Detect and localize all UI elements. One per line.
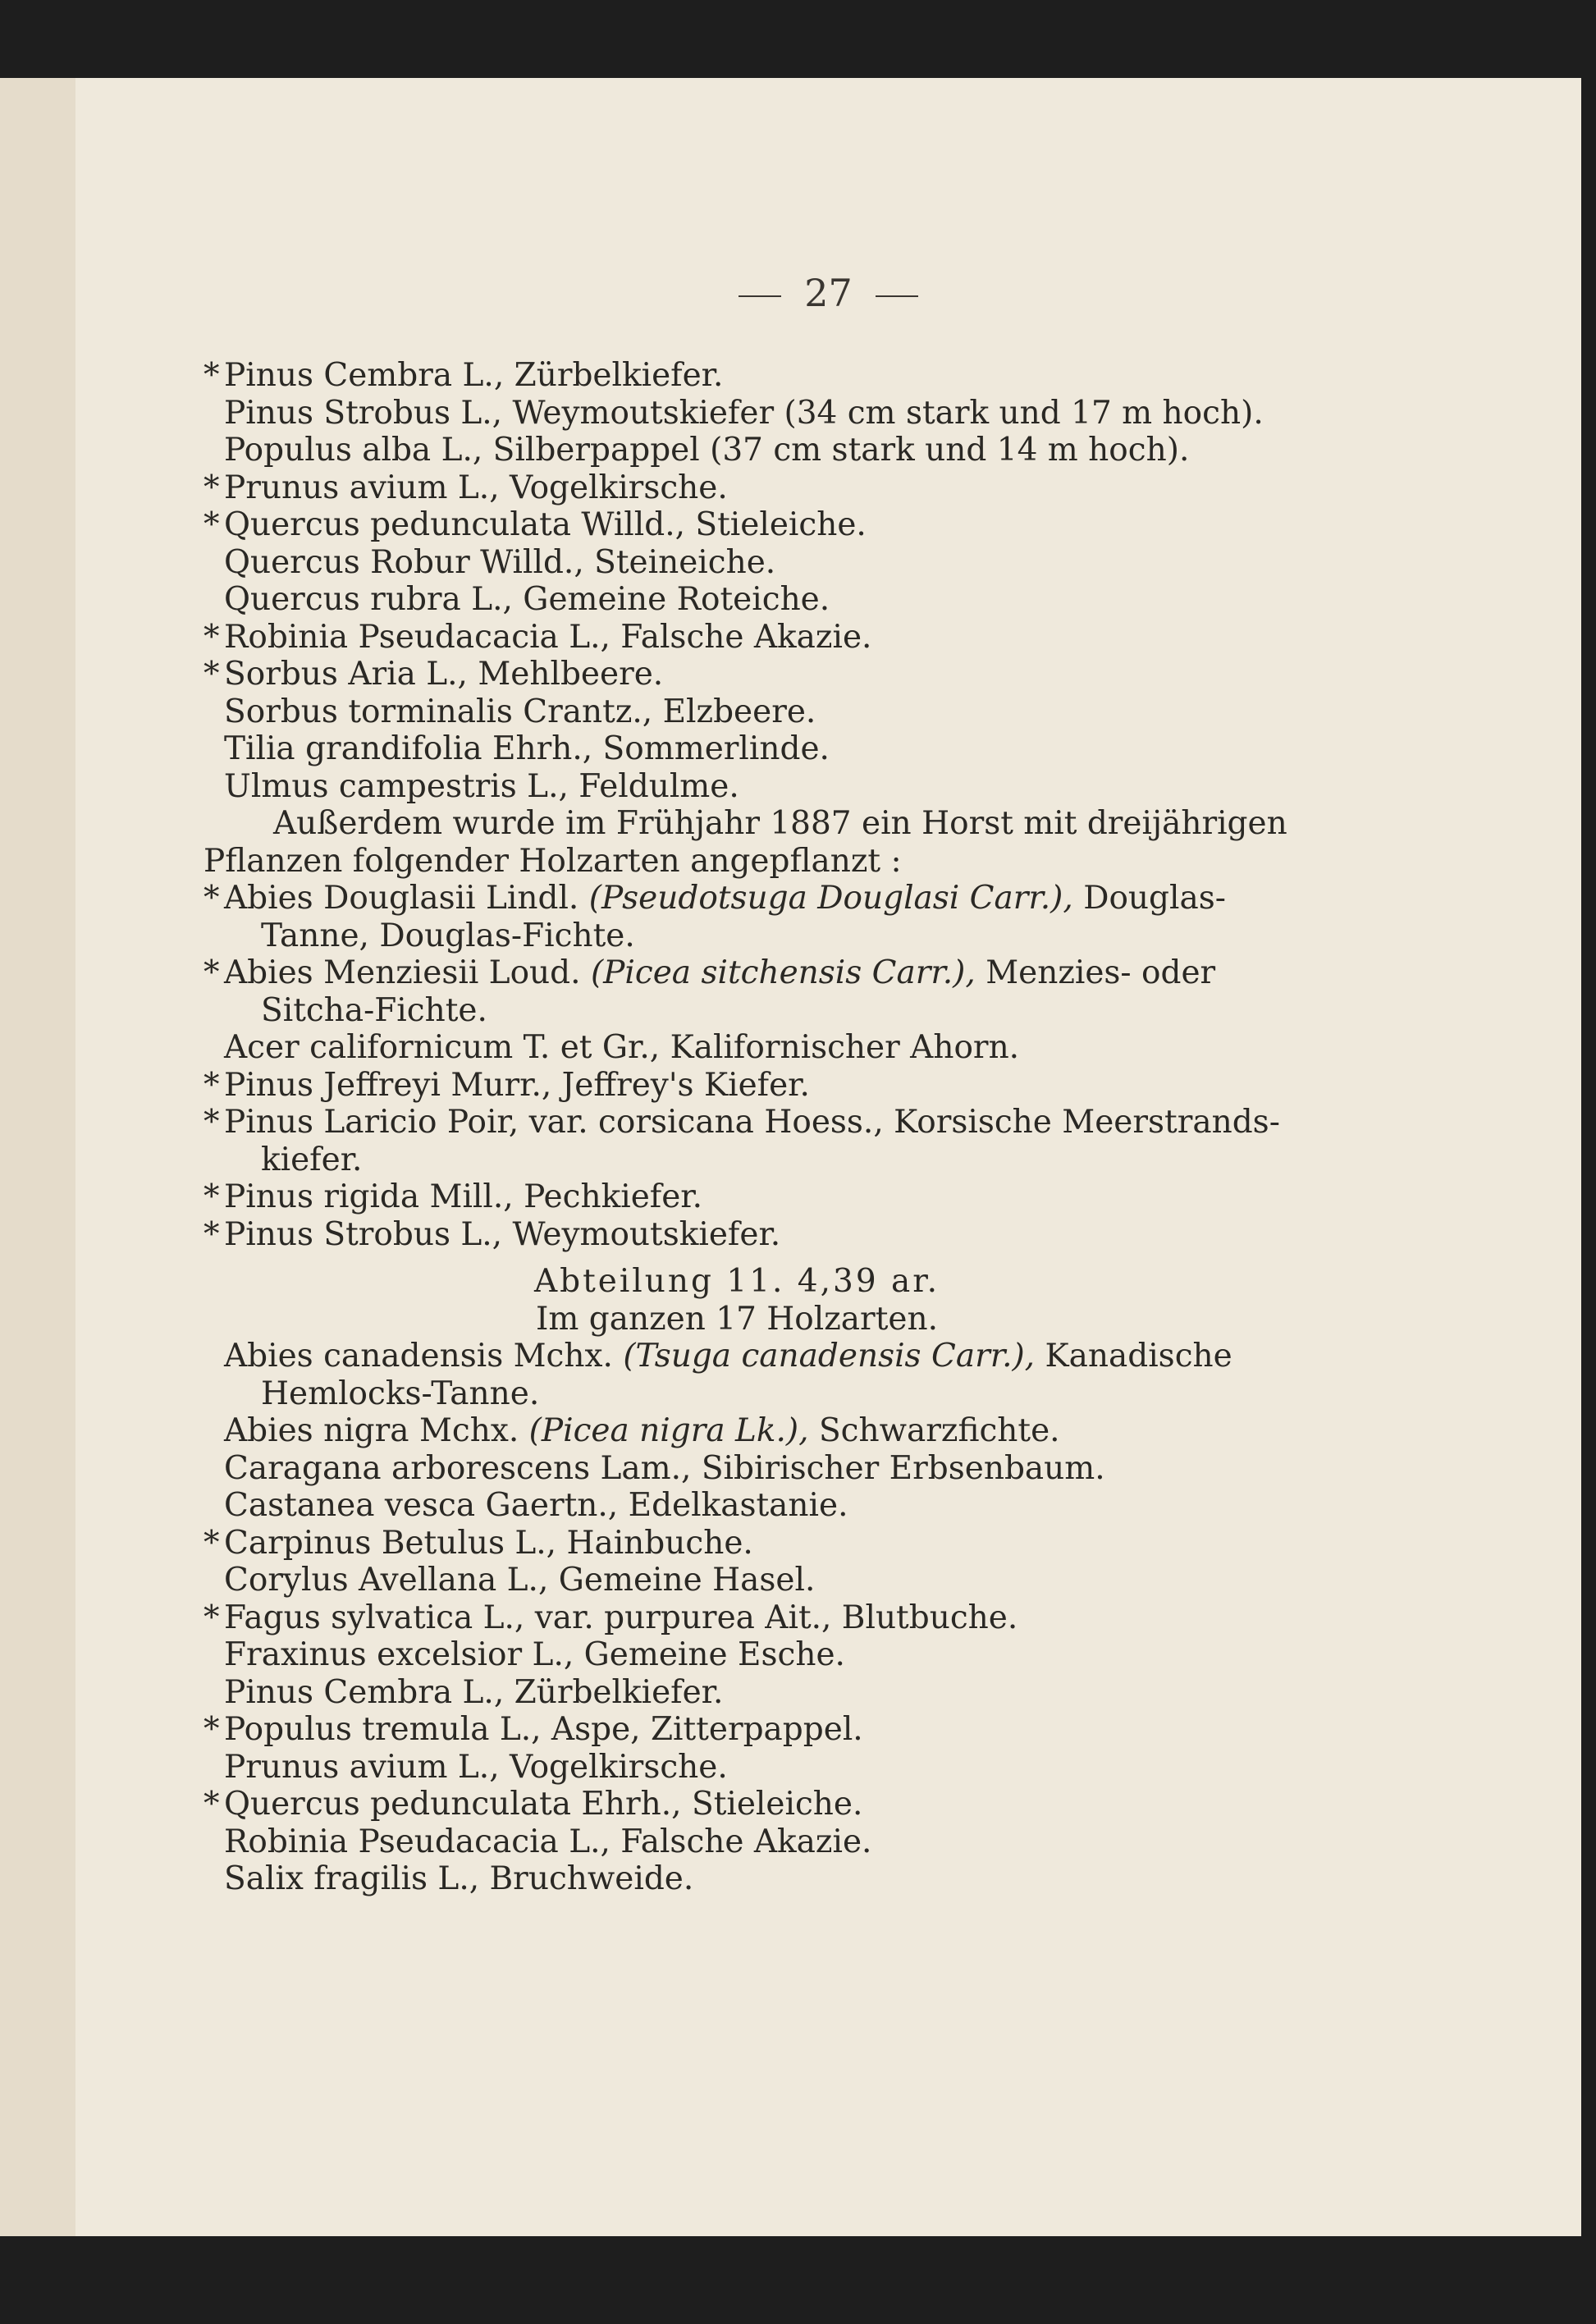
list-item bbox=[204, 544, 1270, 582]
synonym-italic: (Pseudotsuga Douglasi Carr.), bbox=[588, 880, 1073, 917]
species-name: Salix fragilis L., Bruchweide. bbox=[224, 1860, 694, 1897]
left-page-edge bbox=[0, 78, 78, 2236]
list-item bbox=[204, 1067, 1270, 1105]
paragraph-line-1: Außerdem wurde im Frühjahr 1887 ein Horst mit dreijährigen bbox=[273, 805, 1287, 842]
species-text: Pinus Cembra L., Zürbelkiefer. bbox=[224, 357, 724, 394]
list-item bbox=[204, 1216, 1270, 1254]
asterisk-mark: * bbox=[204, 1104, 220, 1141]
species-name: Carpinus Betulus L., Hainbuche. bbox=[224, 1524, 753, 1562]
paragraph-line-2: Pflanzen folgender Holzarten angepflanzt : bbox=[204, 842, 902, 880]
list-item bbox=[204, 619, 1270, 656]
species-name: Prunus avium L., Vogelkirsche. bbox=[224, 1748, 728, 1786]
section-subheading: Im ganzen 17 Holzarten. bbox=[536, 1300, 938, 1338]
species-name: Abies nigra Mchx. bbox=[224, 1412, 519, 1449]
species-name: Castanea vesca Gaertn., Edelkastanie. bbox=[224, 1487, 848, 1524]
species-text: Quercus Robur Willd., Steineiche. bbox=[224, 543, 776, 581]
asterisk-mark: * bbox=[204, 1524, 220, 1562]
asterisk-mark: * bbox=[204, 1178, 220, 1215]
species-name: Acer californicum T. et Gr., Kalifornischer Ahorn. bbox=[224, 1029, 1020, 1066]
list-item bbox=[204, 395, 1270, 432]
asterisk-mark: * bbox=[204, 618, 220, 656]
species-text: Ulmus campestris L., Feldulme. bbox=[224, 767, 739, 805]
species-name: Pinus Jeffreyi Murr., Jeffrey's Kiefer. bbox=[224, 1066, 810, 1104]
synonym-italic: (Tsuga canadensis Carr.), bbox=[623, 1338, 1036, 1375]
list-item-continuation: Sitcha-Fichte. bbox=[261, 991, 487, 1029]
species-name: Fagus sylvatica L., var. purpurea Ait., Blutbuche. bbox=[224, 1599, 1018, 1636]
common-name: Douglas- bbox=[1083, 880, 1226, 917]
asterisk-mark: * bbox=[204, 357, 220, 394]
asterisk-mark: * bbox=[204, 506, 220, 543]
list-item bbox=[204, 656, 1270, 693]
asterisk-mark: * bbox=[204, 954, 220, 991]
species-name: Quercus pedunculata Ehrh., Stieleiche. bbox=[224, 1786, 863, 1823]
list-item bbox=[204, 1860, 1270, 1898]
species-name: Abies canadensis Mchx. bbox=[224, 1338, 613, 1375]
species-name: Abies Douglasii Lindl. bbox=[224, 880, 579, 917]
section-heading: Abteilung 11. 4,39 ar. bbox=[533, 1263, 940, 1300]
list-item bbox=[204, 1104, 1280, 1141]
list-item bbox=[204, 693, 1270, 731]
list-item bbox=[204, 581, 1270, 619]
species-name: Fraxinus excelsior L., Gemeine Esche. bbox=[224, 1636, 845, 1673]
common-name: Schwarzfichte. bbox=[818, 1412, 1060, 1449]
species-list-3 bbox=[204, 1338, 1270, 1898]
species-list-1 bbox=[204, 357, 1270, 805]
list-item bbox=[204, 768, 1270, 806]
list-item-continuation: kiefer. bbox=[261, 1141, 363, 1178]
asterisk-mark: * bbox=[204, 1066, 220, 1104]
species-text: Quercus pedunculata Willd., Stieleiche. bbox=[224, 506, 867, 543]
list-item bbox=[204, 1786, 1270, 1823]
list-item bbox=[204, 1749, 1270, 1786]
list-item bbox=[204, 1412, 1270, 1450]
dash-left bbox=[739, 295, 781, 297]
list-item bbox=[204, 1178, 1270, 1216]
asterisk-mark: * bbox=[204, 469, 220, 506]
species-name: Pinus rigida Mill., Pechkiefer. bbox=[224, 1178, 703, 1215]
list-item-continuation: Tanne, Douglas-Fichte. bbox=[261, 917, 635, 954]
list-item bbox=[204, 1599, 1270, 1637]
species-text: Prunus avium L., Vogelkirsche. bbox=[224, 469, 728, 506]
species-text: Sorbus torminalis Crantz., Elzbeere. bbox=[224, 693, 816, 730]
list-item bbox=[204, 1562, 1270, 1599]
synonym-italic: (Picea sitchensis Carr.), bbox=[590, 954, 976, 991]
page-number-header bbox=[75, 271, 1581, 315]
list-item bbox=[204, 1338, 1270, 1375]
list-item bbox=[204, 1487, 1270, 1525]
asterisk-mark: * bbox=[204, 1711, 220, 1748]
common-name: Menzies- oder bbox=[985, 954, 1216, 991]
species-name: Corylus Avellana L., Gemeine Hasel. bbox=[224, 1562, 816, 1599]
dash-right bbox=[876, 295, 918, 297]
species-text: Tilia grandifolia Ehrh., Sommerlinde. bbox=[224, 730, 830, 767]
list-item bbox=[204, 1823, 1270, 1861]
species-text: Robinia Pseudacacia L., Falsche Akazie. bbox=[224, 618, 872, 656]
list-item bbox=[204, 1711, 1270, 1749]
species-name: Abies Menziesii Loud. bbox=[224, 954, 581, 991]
page-content bbox=[204, 357, 1287, 1898]
asterisk-mark: * bbox=[204, 656, 220, 693]
asterisk-mark: * bbox=[204, 1599, 220, 1636]
asterisk-mark: * bbox=[204, 1215, 220, 1253]
asterisk-mark: * bbox=[204, 880, 220, 917]
list-item bbox=[204, 1450, 1270, 1488]
asterisk-mark: * bbox=[204, 1786, 220, 1823]
species-name: Populus tremula L., Aspe, Zitterpappel. bbox=[224, 1711, 863, 1748]
species-list-2 bbox=[204, 880, 1280, 1253]
list-item-continuation: Hemlocks-Tanne. bbox=[261, 1375, 540, 1412]
list-item bbox=[204, 880, 1270, 917]
species-text: Quercus rubra L., Gemeine Roteiche. bbox=[224, 581, 830, 618]
book-page bbox=[75, 78, 1581, 2236]
species-text: Sorbus Aria L., Mehlbeere. bbox=[224, 656, 664, 693]
species-name: Robinia Pseudacacia L., Falsche Akazie. bbox=[224, 1823, 872, 1860]
synonym-italic: (Picea nigra Lk.), bbox=[528, 1412, 809, 1449]
species-name: Pinus Laricio Poir, var. corsicana Hoess., Korsische Meerstrands- bbox=[224, 1104, 1280, 1141]
common-name: Kanadische bbox=[1045, 1338, 1232, 1375]
list-item bbox=[204, 1029, 1270, 1067]
species-text: Pinus Strobus L., Weymoutskiefer (34 cm stark und 17 m hoch). bbox=[224, 394, 1264, 432]
page-number: 27 bbox=[804, 271, 853, 315]
list-item bbox=[204, 506, 1270, 544]
list-item bbox=[204, 954, 1270, 992]
list-item bbox=[204, 1674, 1270, 1712]
list-item bbox=[204, 357, 1270, 395]
species-name: Pinus Cembra L., Zürbelkiefer. bbox=[224, 1673, 724, 1711]
list-item bbox=[204, 1525, 1270, 1562]
list-item bbox=[204, 469, 1270, 507]
list-item bbox=[204, 1636, 1270, 1674]
species-name: Pinus Strobus L., Weymoutskiefer. bbox=[224, 1215, 781, 1253]
list-item bbox=[204, 730, 1270, 768]
list-item bbox=[204, 432, 1270, 469]
species-name: Caragana arborescens Lam., Sibirischer Erbsenbaum. bbox=[224, 1449, 1105, 1487]
species-text: Populus alba L., Silberpappel (37 cm stark und 14 m hoch). bbox=[224, 432, 1190, 469]
